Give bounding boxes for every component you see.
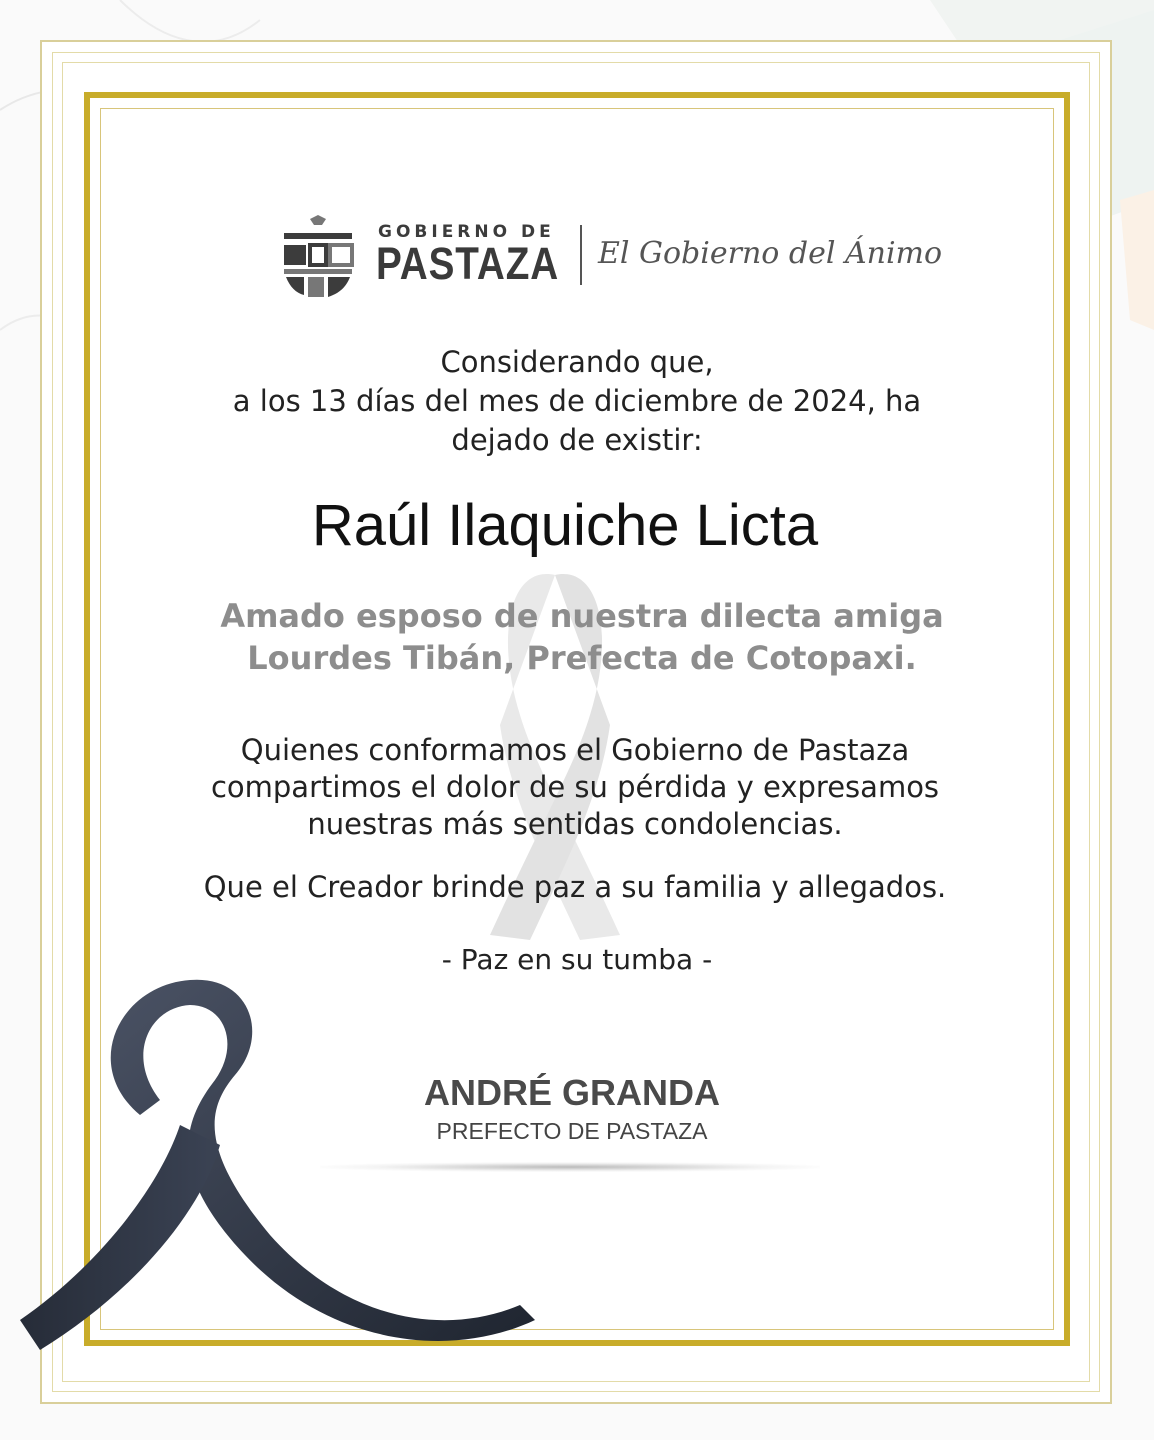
signer-name: ANDRÉ GRANDA [424, 1072, 720, 1113]
spouse-line: Lourdes Tibán, Prefecta de Cotopaxi. [247, 639, 917, 677]
condolence-line: compartimos el dolor de su pérdida y expresamos [210, 770, 940, 804]
intro-text [120, 343, 1034, 460]
deceased-name: Raúl Ilaquiche Licta [311, 493, 819, 558]
logo-top-text: GOBIERNO DE [378, 222, 555, 242]
condolence-text [118, 732, 1032, 843]
logo-main-text: PASTAZA [376, 238, 560, 289]
blessing-text: Que el Creador brinde paz a su familia y allegados. [203, 870, 947, 904]
condolence-line: Quienes conformamos el Gobierno de Pastaza [240, 733, 910, 767]
signer-title: PREFECTO DE PASTAZA [436, 1118, 708, 1144]
mourning-ribbon-icon [20, 975, 560, 1355]
spouse-line: Amado esposo de nuestra dilecta amiga [220, 597, 944, 635]
intro-line: Considerando que, [440, 345, 714, 379]
spouse-text [125, 595, 1039, 679]
intro-line: dejado de existir: [451, 423, 703, 457]
pastaza-shield-icon [282, 215, 354, 303]
logo-divider [580, 225, 582, 285]
condolence-line: nuestras más sentidas condolencias. [307, 807, 843, 841]
logo-tagline: El Gobierno del Ánimo [598, 236, 943, 271]
intro-line: a los 13 días del mes de diciembre de 2024, ha [232, 384, 922, 418]
rip-text: - Paz en su tumba - [441, 943, 713, 976]
